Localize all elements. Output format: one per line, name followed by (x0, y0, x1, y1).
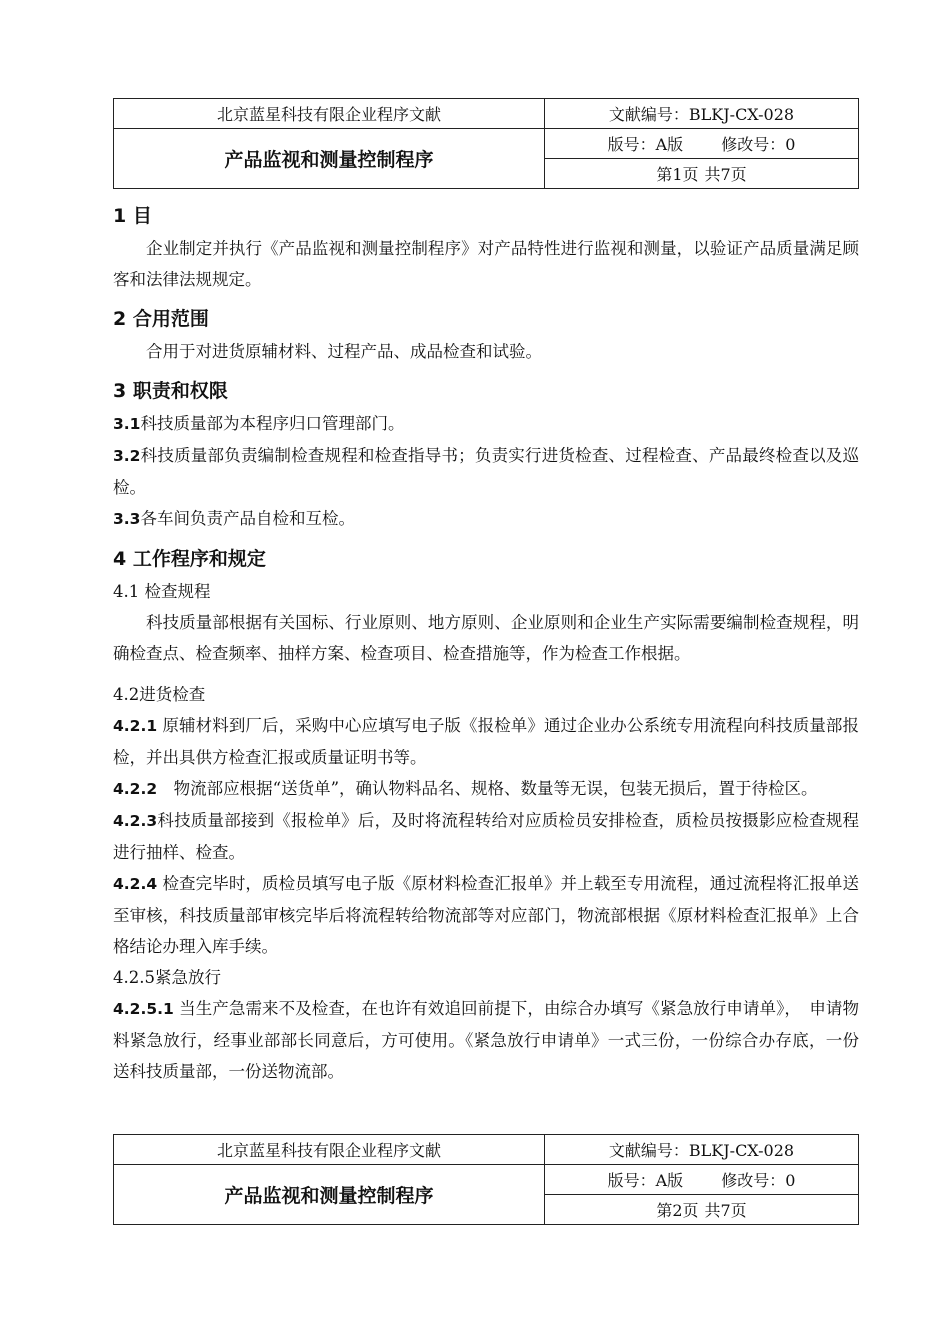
item-text: 物流部应根据“送货单”，确认物料品名、规格、数量等无误，包装无损后，置于待检区。 (157, 779, 818, 798)
item-text: 当生产急需来不及检查，在也许有效追回前提下，由综合办填写《紧急放行申请单》， 申请物料紧急放行，经事业部部长同意后，方可使用。《紧急放行申请单》一式三份，一份综合办存底，一份送科技质量部，一份送物流部。 (113, 999, 859, 1081)
item-number: 3.1 (113, 415, 141, 433)
revision-number: 修改号：0 (721, 1171, 796, 1190)
document-number: 文献编号：BLKJ-CX-028 (545, 1135, 859, 1165)
item-number: 4.2.1 (113, 717, 158, 735)
page-total: 共7页 (704, 1201, 747, 1220)
item-number: 4.2.4 (113, 875, 158, 893)
item-4-2-4 (113, 868, 859, 962)
page-info (545, 1195, 859, 1225)
page-header-2 (113, 1134, 859, 1225)
page-total: 共7页 (704, 165, 747, 184)
item-text: 原辅材料到厂后，采购中心应填写电子版《报检单》通过企业办公系统专用流程向科技质量部报检，并出具供方检查汇报或质量证明书等。 (113, 716, 859, 767)
company-doc-title: 北京蓝星科技有限企业程序文献 (114, 1135, 545, 1165)
item-3-1 (113, 408, 859, 440)
version-number: 版号：A版 (607, 1171, 684, 1190)
version-number: 版号：A版 (607, 135, 684, 154)
subsection-4-2-heading: 4.2进货检查 (113, 685, 206, 704)
item-text: 检查完毕时，质检员填写电子版《原材料检查汇报单》并上载至专用流程，通过流程将汇报单送至审核，科技质量部审核完毕后将流程转给物流部等对应部门，物流部根据《原材料检查汇报单》上合格结论办理入库手续。 (113, 874, 859, 956)
revision-number: 修改号：0 (721, 135, 796, 154)
section-4-heading: 4 工作程序和规定 (113, 548, 266, 570)
document-number: 文献编号：BLKJ-CX-028 (545, 99, 859, 129)
item-4-2-3 (113, 805, 859, 868)
item-text: 科技质量部接到《报检单》后，及时将流程转给对应质检员安排检查，质检员按摄影应检查规程进行抽样、检查。 (113, 811, 859, 862)
section-2-paragraph: 合用于对进货原辅材料、过程产品、成品检查和试验。 (146, 342, 542, 361)
item-number: 4.2.5.1 (113, 1000, 174, 1018)
page-info (545, 159, 859, 189)
subsection-4-1-paragraph: 科技质量部根据有关国标、行业原则、地方原则、企业原则和企业生产实际需要编制检查规程，明确检查点、检查频率、抽样方案、检查项目、检查措施等，作为检查工作根据。 (113, 613, 859, 663)
item-number: 3.2 (113, 447, 141, 465)
item-text: 各车间负责产品自检和互检。 (140, 509, 355, 528)
item-3-2 (113, 440, 859, 503)
item-number: 3.3 (113, 510, 141, 528)
item-number: 4.2.2 (113, 780, 158, 798)
section-2-heading: 2 合用范围 (113, 308, 209, 330)
item-3-3 (113, 503, 859, 535)
item-4-2-2 (113, 773, 859, 805)
subsection-4-2-5-heading: 4.2.5紧急放行 (113, 968, 221, 987)
page-number: 第2页 (656, 1201, 699, 1220)
section-3-heading: 3 职责和权限 (113, 380, 228, 402)
procedure-title: 产品监视和测量控制程序 (114, 1165, 545, 1225)
section-1-heading: 1 目 (113, 205, 152, 227)
company-doc-title: 北京蓝星科技有限企业程序文献 (114, 99, 545, 129)
item-4-2-5-1 (113, 993, 859, 1087)
item-text: 科技质量部为本程序归口管理部门。 (140, 414, 405, 433)
section-1-paragraph: 企业制定并执行《产品监视和测量控制程序》对产品特性进行监视和测量，以验证产品质量满足顾客和法律法规规定。 (113, 239, 859, 289)
page-number: 第1页 (656, 165, 699, 184)
page-header-1 (113, 98, 859, 189)
version-info (545, 129, 859, 159)
document-body (113, 200, 859, 1087)
subsection-4-1-heading: 4.1 检查规程 (113, 582, 211, 601)
item-text: 科技质量部负责编制检查规程和检查指导书；负责实行进货检查、过程检查、产品最终检查以及巡检。 (113, 446, 859, 497)
item-4-2-1 (113, 710, 859, 773)
procedure-title: 产品监视和测量控制程序 (114, 129, 545, 189)
version-info (545, 1165, 859, 1195)
item-number: 4.2.3 (113, 812, 158, 830)
